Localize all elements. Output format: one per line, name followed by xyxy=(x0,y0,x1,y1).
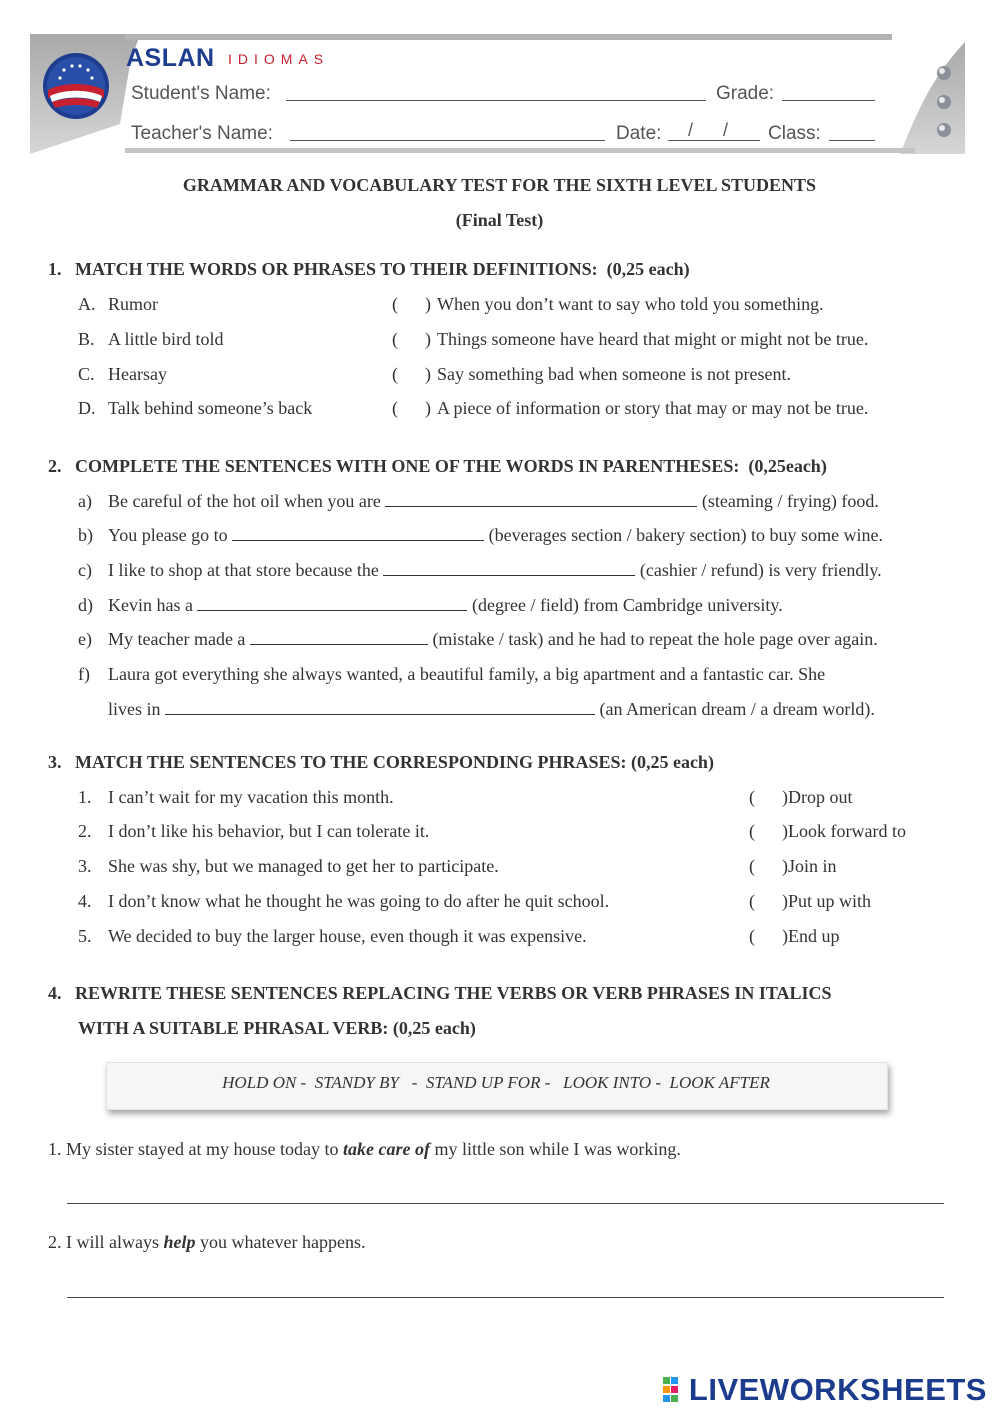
sentence-options: (cashier / refund) is very friendly. xyxy=(639,560,882,580)
section2-item-label: c) xyxy=(78,560,92,580)
section3-answer-blank[interactable]: ( ) xyxy=(749,891,788,911)
section3-item-phrase: Look forward to xyxy=(788,821,906,841)
item-number: 1. xyxy=(48,1139,62,1159)
section3-item-label: 2. xyxy=(78,821,92,841)
fill-in-blank[interactable] xyxy=(383,561,635,576)
section3-item-sentence: I don’t know what he thought he was going to do after he quit school. xyxy=(108,891,610,911)
grade-field[interactable] xyxy=(782,100,875,101)
section1-item-definition: A piece of information or story that may or may not be true. xyxy=(437,398,869,418)
section2-heading: 2. COMPLETE THE SENTENCES WITH ONE OF THE WORDS IN PARENTHESES: (0,25each) xyxy=(48,456,827,476)
section3-item-phrase: Put up with xyxy=(788,891,872,911)
section1-answer-blank[interactable]: ( ) xyxy=(392,364,431,384)
fill-in-blank[interactable] xyxy=(197,596,467,611)
section3-item-sentence: I don’t like his behavior, but I can tolerate it. xyxy=(108,821,430,841)
section3-item-label: 1. xyxy=(78,787,92,807)
sentence-start: lives in xyxy=(108,699,161,719)
section2-item-label: b) xyxy=(78,525,93,545)
section1-item-definition: Say something bad when someone is not present. xyxy=(437,364,791,384)
student-name-field[interactable] xyxy=(286,100,706,101)
section1-item-word: Rumor xyxy=(108,294,159,314)
section1-item-word: Hearsay xyxy=(108,364,167,384)
section3-item-sentence: I can’t wait for my vacation this month. xyxy=(108,787,394,807)
liveworksheets-logo-icon xyxy=(663,1377,687,1403)
sentence-end: my little son while I was working. xyxy=(434,1139,681,1159)
section2-item-label: e) xyxy=(78,629,92,649)
section2-item-sentence xyxy=(108,525,883,546)
sentence-start: My sister stayed at my house today to xyxy=(66,1139,339,1159)
section3-item-sentence: We decided to buy the larger house, even though it was expensive. xyxy=(108,926,587,946)
section4-item-sentence xyxy=(48,1139,681,1160)
sentence-end: you whatever happens. xyxy=(200,1232,366,1252)
italic-verb-phrase: help xyxy=(163,1232,196,1252)
sentence-options: (an American dream / a dream world). xyxy=(599,699,875,719)
section1-item-word: A little bird told xyxy=(108,329,224,349)
brand-sub: IDIOMAS xyxy=(228,51,330,67)
section3-item-label: 5. xyxy=(78,926,92,946)
section4-item-sentence xyxy=(48,1232,365,1253)
section2-item-label: d) xyxy=(78,595,93,615)
fill-in-blank[interactable] xyxy=(165,700,595,715)
section1-answer-blank[interactable]: ( ) xyxy=(392,294,431,314)
liveworksheets-logo-text: LIVEWORKSHEETS xyxy=(688,1372,987,1407)
student-name-label: Student's Name: xyxy=(131,83,271,104)
fill-in-blank[interactable] xyxy=(232,526,484,541)
item-number: 2. xyxy=(48,1232,62,1252)
section1-answer-blank[interactable]: ( ) xyxy=(392,398,431,418)
section3-item-phrase: End up xyxy=(788,926,840,946)
section3-answer-blank[interactable]: ( ) xyxy=(749,821,788,841)
sentence-options: (beverages section / bakery section) to buy some wine. xyxy=(488,525,884,545)
section3-answer-blank[interactable]: ( ) xyxy=(749,787,788,807)
section2-item-label: f) xyxy=(78,664,90,684)
section4-heading-line1: 4. REWRITE THESE SENTENCES REPLACING THE VERBS OR VERB PHRASES IN ITALICS xyxy=(48,983,832,1003)
liveworksheets-logo xyxy=(663,1372,987,1408)
brand-main: ASLAN xyxy=(126,44,215,72)
binder-rings-icon xyxy=(934,64,956,140)
section3-answer-blank[interactable]: ( ) xyxy=(749,926,788,946)
answer-line[interactable] xyxy=(67,1297,944,1298)
date-slashes: / / xyxy=(688,120,729,140)
section1-item-definition: Things someone have heard that might or might not be true. xyxy=(437,329,869,349)
section2-item-sentence-line1: Laura got everything she always wanted, a beautiful family, a big apartment and a fantastic car. She xyxy=(108,664,826,684)
sentence-options: (degree / field) from Cambridge university. xyxy=(471,595,783,615)
class-field[interactable] xyxy=(829,140,875,141)
section2-item-sentence xyxy=(108,491,879,512)
fill-in-blank[interactable] xyxy=(385,492,697,507)
sentence-options: (mistake / task) and he had to repeat the hole page over again. xyxy=(432,629,878,649)
section2-item-sentence xyxy=(108,629,878,650)
section1-item-label: B. xyxy=(78,329,95,349)
sentence-start: Be careful of the hot oil when you are xyxy=(108,491,381,511)
section3-item-phrase: Drop out xyxy=(788,787,853,807)
section3-item-sentence: She was shy, but we managed to get her to participate. xyxy=(108,856,499,876)
phrasal-verb-word-bank-text: HOLD ON - STANDY BY - STAND UP FOR - LOOK INTO - LOOK AFTER xyxy=(222,1073,770,1092)
section1-item-definition: When you don’t want to say who told you something. xyxy=(437,294,824,314)
sentence-start: I will always xyxy=(66,1232,159,1252)
section1-item-label: C. xyxy=(78,364,95,384)
section3-heading: 3. MATCH THE SENTENCES TO THE CORRESPONDING PHRASES: (0,25 each) xyxy=(48,752,714,772)
answer-line[interactable] xyxy=(67,1203,944,1204)
fill-in-blank[interactable] xyxy=(250,630,428,645)
section2-item-sentence xyxy=(108,699,875,720)
section1-item-label: D. xyxy=(78,398,96,418)
page-title: GRAMMAR AND VOCABULARY TEST FOR THE SIXTH LEVEL STUDENTS xyxy=(182,175,817,195)
sentence-start: I like to shop at that store because the xyxy=(108,560,379,580)
section1-answer-blank[interactable]: ( ) xyxy=(392,329,431,349)
grade-label: Grade: xyxy=(716,83,775,104)
section2-item-sentence xyxy=(108,560,882,581)
date-label: Date: xyxy=(616,123,662,144)
teacher-name-field[interactable] xyxy=(290,140,605,141)
section3-item-phrase: Join in xyxy=(788,856,837,876)
section1-item-word: Talk behind someone’s back xyxy=(108,398,313,418)
section3-item-label: 3. xyxy=(78,856,92,876)
sentence-options: (steaming / frying) food. xyxy=(701,491,879,511)
section3-answer-blank[interactable]: ( ) xyxy=(749,856,788,876)
section3-item-label: 4. xyxy=(78,891,92,911)
sentence-start: Kevin has a xyxy=(108,595,193,615)
teacher-name-label: Teacher's Name: xyxy=(131,123,273,144)
section2-item-sentence xyxy=(108,595,783,616)
section1-item-label: A. xyxy=(78,294,96,314)
section1-heading: 1. MATCH THE WORDS OR PHRASES TO THEIR DEFINITIONS: (0,25 each) xyxy=(48,259,690,279)
section4-heading-line2: WITH A SUITABLE PHRASAL VERB: (0,25 each) xyxy=(78,1018,476,1038)
italic-verb-phrase: take care of xyxy=(342,1139,430,1159)
sentence-start: My teacher made a xyxy=(108,629,246,649)
page-subtitle: (Final Test) xyxy=(455,210,544,230)
section2-item-label: a) xyxy=(78,491,92,511)
sentence-start: You please go to xyxy=(108,525,228,545)
class-label: Class: xyxy=(768,123,821,144)
aslan-globe-logo-icon xyxy=(42,52,110,120)
